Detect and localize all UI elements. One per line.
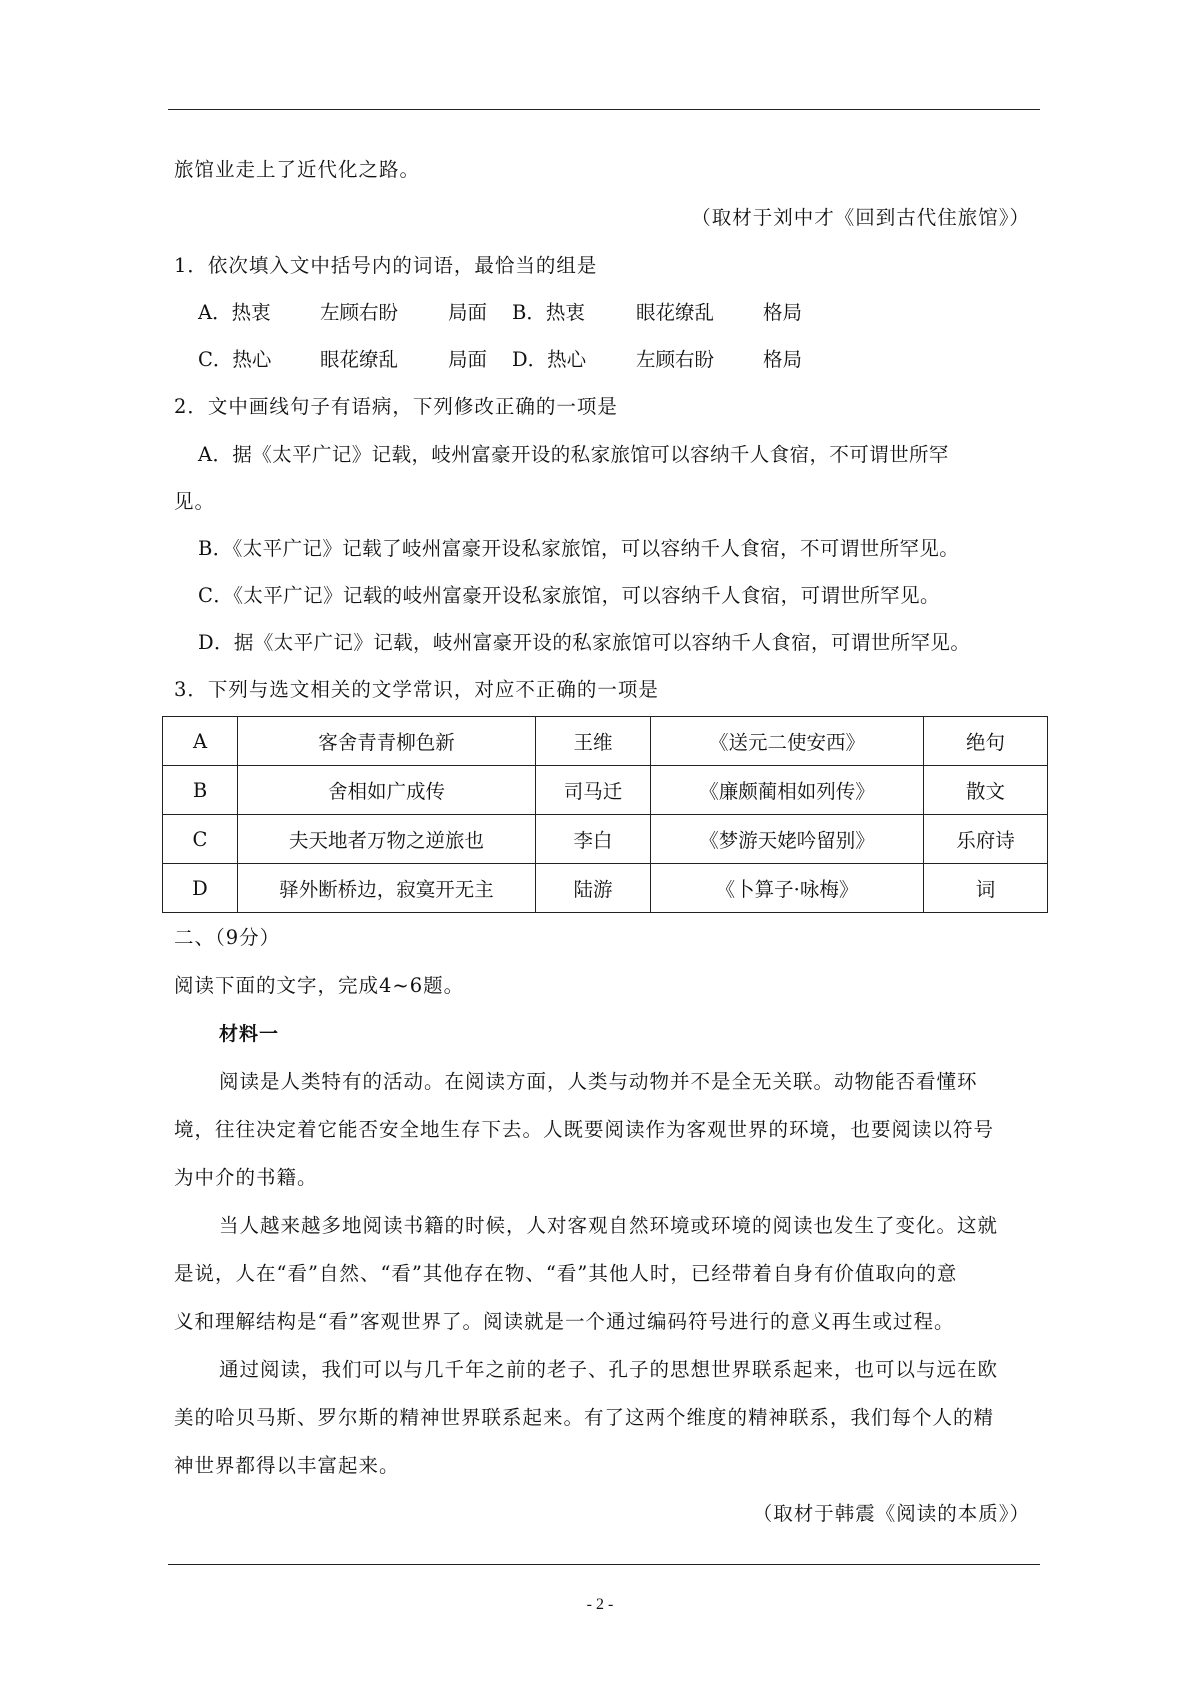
table-cell-work: 《廉颇蔺相如列传》 bbox=[651, 766, 924, 815]
table-cell-genre: 散文 bbox=[924, 766, 1048, 815]
table-cell-quote: 夫天地者万物之逆旅也 bbox=[238, 815, 536, 864]
material-1-title: 材料一 bbox=[219, 1023, 280, 1045]
table-cell-quote: 客舍青青柳色新 bbox=[238, 717, 536, 766]
table-cell-work: 《梦游天姥吟留别》 bbox=[651, 815, 924, 864]
footer-rule bbox=[168, 1564, 1040, 1565]
paragraph-3-line-2: 美的哈贝马斯、罗尔斯的精神世界联系起来。有了这两个维度的精神联系，我们每个人的精 bbox=[174, 1406, 995, 1429]
paragraph-2-line-3: 义和理解结构是“看”客观世界了。阅读就是一个通过编码符号进行的意义再生或过程。 bbox=[174, 1310, 955, 1333]
source-citation-2: （取材于韩震《阅读的本质》） bbox=[752, 1502, 1030, 1525]
page-number: - 2 - bbox=[586, 1596, 614, 1613]
table-cell-author: 李白 bbox=[536, 815, 651, 864]
literature-table bbox=[162, 716, 1048, 913]
table-cell-work: 《送元二使安西》 bbox=[651, 717, 924, 766]
paragraph-1-line-1: 阅读是人类特有的活动。在阅读方面，人类与动物并不是全无关联。动物能否看懂环 bbox=[219, 1070, 978, 1093]
header-rule bbox=[168, 109, 1040, 110]
table-cell-label: D bbox=[163, 864, 238, 913]
table-cell-author: 司马迁 bbox=[536, 766, 651, 815]
table-row bbox=[163, 864, 1048, 913]
table-row bbox=[163, 815, 1048, 864]
question-2-option-b: B．《太平广记》记载了岐州富豪开设私家旅馆，可以容纳千人食宿，不可谓世所罕见。 bbox=[198, 537, 960, 560]
section-2-heading: 二、（9分） bbox=[174, 926, 281, 949]
table-cell-label: A bbox=[163, 717, 238, 766]
source-citation-1: （取材于刘中才《回到古代住旅馆》） bbox=[691, 206, 1030, 229]
question-2-option-c: C．《太平广记》记载的岐州富豪开设私家旅馆，可以容纳千人食宿，可谓世所罕见。 bbox=[198, 584, 940, 607]
table-cell-quote: 舍相如广成传 bbox=[238, 766, 536, 815]
paragraph-3-line-3: 神世界都得以丰富起来。 bbox=[174, 1454, 400, 1477]
option-b-word-1: B．热衷 bbox=[512, 301, 585, 324]
paragraph-1-line-2: 境，往往决定着它能否安全地生存下去。人既要阅读作为客观世界的环境，也要阅读以符号 bbox=[174, 1118, 995, 1141]
option-b-word-3: 格局 bbox=[763, 301, 803, 324]
paragraph-2-line-2: 是说，人在“看”自然、“看”其他存在物、“看”其他人时，已经带着自身有价值取向的意 bbox=[174, 1262, 958, 1285]
option-c-word-3: 局面 bbox=[448, 348, 488, 371]
table-cell-label: C bbox=[163, 815, 238, 864]
section-2-instruction: 阅读下面的文字，完成4~6题。 bbox=[174, 974, 465, 997]
option-a-word-3: 局面 bbox=[448, 301, 488, 324]
table-cell-genre: 乐府诗 bbox=[924, 815, 1048, 864]
table-cell-author: 陆游 bbox=[536, 864, 651, 913]
paragraph-2-line-1: 当人越来越多地阅读书籍的时候，人对客观自然环境或环境的阅读也发生了变化。这就 bbox=[219, 1214, 999, 1237]
question-2-stem: 2．文中画线句子有语病，下列修改正确的一项是 bbox=[174, 395, 618, 418]
question-2-option-a: A．据《太平广记》记载，岐州富豪开设的私家旅馆可以容纳千人食宿，不可谓世所罕 bbox=[198, 443, 949, 466]
option-b-word-2: 眼花缭乱 bbox=[636, 301, 715, 324]
table-cell-quote: 驿外断桥边，寂寞开无主 bbox=[238, 864, 536, 913]
option-a-word-2: 左顾右盼 bbox=[320, 301, 399, 324]
table-cell-label: B bbox=[163, 766, 238, 815]
option-c-word-1: C．热心 bbox=[198, 348, 272, 371]
option-d-word-1: D．热心 bbox=[512, 348, 587, 371]
continuation-text: 旅馆业走上了近代化之路。 bbox=[174, 158, 421, 181]
option-a-word-1: A．热衷 bbox=[198, 301, 271, 324]
paragraph-3-line-1: 通过阅读，我们可以与几千年之前的老子、孔子的思想世界联系起来，也可以与远在欧 bbox=[219, 1358, 999, 1381]
question-2-option-d: D．据《太平广记》记载，岐州富豪开设的私家旅馆可以容纳千人食宿，可谓世所罕见。 bbox=[198, 631, 971, 654]
table-cell-genre: 词 bbox=[924, 864, 1048, 913]
table-cell-author: 王维 bbox=[536, 717, 651, 766]
table-row bbox=[163, 717, 1048, 766]
option-c-word-2: 眼花缭乱 bbox=[320, 348, 399, 371]
question-3-stem: 3．下列与选文相关的文学常识，对应不正确的一项是 bbox=[174, 678, 659, 701]
option-d-word-3: 格局 bbox=[763, 348, 803, 371]
option-d-word-2: 左顾右盼 bbox=[636, 348, 715, 371]
paragraph-1-line-3: 为中介的书籍。 bbox=[174, 1166, 318, 1189]
question-1-stem: 1．依次填入文中括号内的词语，最恰当的组是 bbox=[174, 254, 598, 277]
table-cell-work: 《卜算子·咏梅》 bbox=[651, 864, 924, 913]
table-row bbox=[163, 766, 1048, 815]
table-cell-genre: 绝句 bbox=[924, 717, 1048, 766]
question-2-option-a-wrap: 见。 bbox=[174, 490, 216, 513]
